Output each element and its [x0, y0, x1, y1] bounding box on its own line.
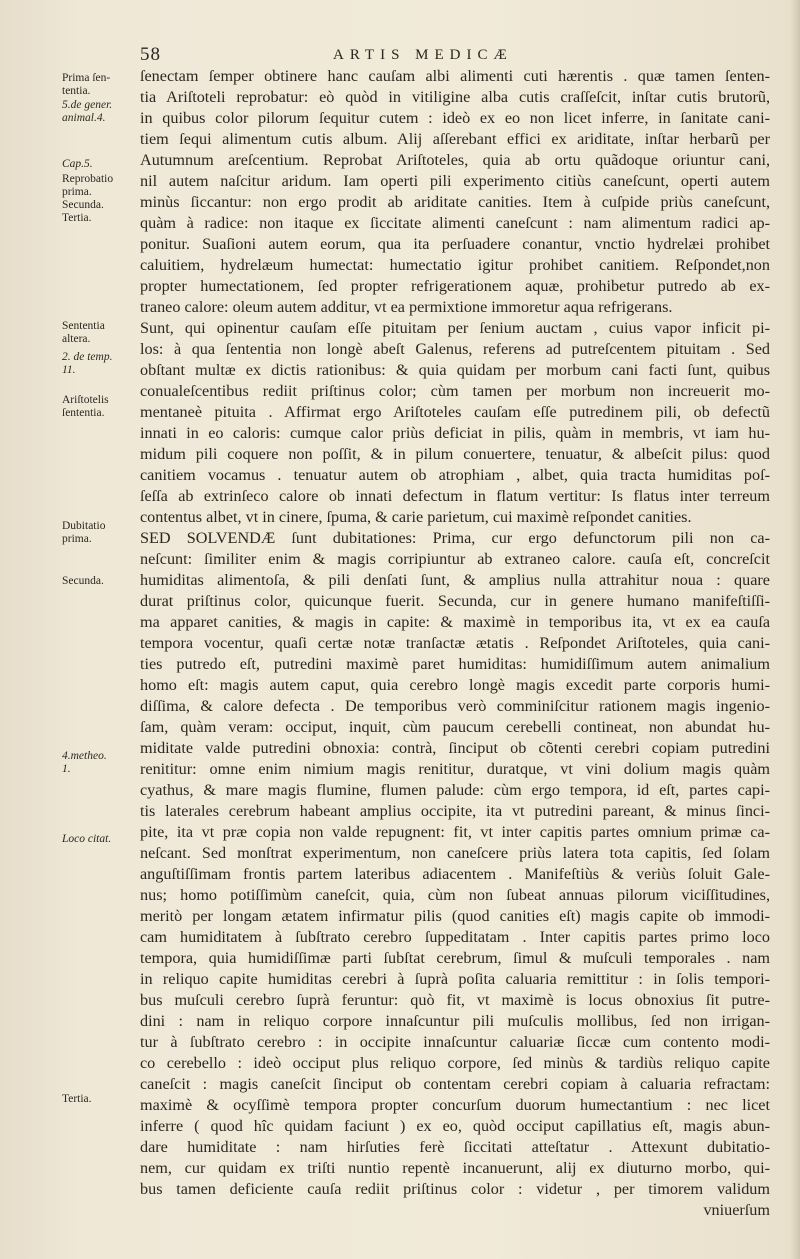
text-line: ties putredo eſt, putredini maximè paret humiditas: humidiſſimum autem animalium	[140, 655, 770, 673]
page-gutter-shadow	[790, 0, 800, 1259]
text-line: anguſtiſſimam frontis partem lateribus adiacentem . Manifeſtiùs & veriùs ſoluit Gale-	[140, 865, 770, 883]
text-line: maximè & ocyſſimè tempora propter concurſum duorum humectantium : nec licet	[140, 1096, 770, 1114]
text-line: SED SOLVENDÆ ſunt dubitationes: Prima, cur ergo defunctorum pili non ca-	[140, 529, 770, 547]
text-line: obſtant multæ ex dictis rationibus: & quia quidam per morbum cani facti ſunt, quibus	[140, 361, 770, 379]
text-line: meritò per longam ætatem infirmatur pilis (quod canities eſt) magis capite ob immodi-	[140, 907, 770, 925]
text-line: bus tamen deficiente cauſa rediit priſtinus color : videtur , per timorem validum	[140, 1180, 770, 1198]
text-line: midum pili coquere non poſſit, & in pilum conuertere, tenuatur, & albeſcit pilus: quod	[140, 445, 770, 463]
text-line: humiditas alimentoſa, & pili denſati ſunt, & amplius nulla attrahitur noua : quare	[140, 571, 770, 589]
text-line: inferre ( quod hîc quidam faciunt ) ex eo, quòd occiput capillatius eſt, magis abun-	[140, 1117, 770, 1135]
text-line: innati in eo caloris: cumque calor priùs deficiat in pilis, quàm in membris, vt iam hu-	[140, 424, 770, 442]
text-line: in quibus color pilorum ſequitur cutem : ideò ex eo non licet inferre, in ſanitate cani-	[140, 109, 770, 127]
text-line: traneo calore: oleum autem additur, vt ea permixtione immoretur aqua refrigerans.	[140, 298, 673, 316]
text-line: in reliquo capite humiditas cerebri à ſuprà poſita caluaria remittitur : in ſolis tempori-	[140, 970, 770, 988]
margin-note: Cap.5.	[62, 158, 93, 170]
text-line: canitiem vocamus . tenuatur autem ob atrophiam , albet, quia tracta humiditas poſ-	[140, 466, 770, 484]
margin-note: 2. de temp. 11.	[62, 351, 113, 376]
margin-notes-column	[62, 0, 138, 1259]
text-line: los: à qua ſententia non longè abeſt Galenus, referens ad putreſcentem pituitam . Sed	[140, 340, 770, 358]
text-line: ſeſſa ab extrinſeco calore ob innati defectum in flatum vertitur: Is flatus inter terreum	[140, 487, 770, 505]
text-line: durat priſtinus color, quicunque fuerit. Secunda, cur in genere humano manifeſtiſſi-	[140, 592, 770, 610]
text-line: tiem ſequi alimentum cutis album. Alij aſſerebant effici ex ariditate, inſtar herbarũ per	[140, 130, 770, 148]
text-line: bus muſculi cerebro ſuprà feruntur: quò fit, vt maximè is locus obnoxius ſit putre-	[140, 991, 770, 1009]
text-line: neſcunt: ſimiliter enim & magis corripiuntur ab extraneo calore. cauſa eſt, concreſcit	[140, 550, 770, 568]
body-text	[140, 66, 770, 1221]
text-line: cyathus, & mare magis flumine, flumen palude: cùm ergo tempora, id eſt, partes capi-	[140, 781, 770, 799]
text-line: homo eſt: magis autem caput, quia cerebro longè magis excedit parte corporis humi-	[140, 676, 770, 694]
text-line: tur à ſubſtrato cerebro : in occipite innaſcuntur caluariæ ſiccæ cum contento modi-	[140, 1033, 770, 1051]
text-line: contentus albet, vt in cinere, ſpuma, & carie parietum, cui maximè reſpondet canities.	[140, 508, 692, 526]
margin-note: Ariſtotelis ſententia.	[62, 394, 109, 419]
text-line: mentaneè pituita . Affirmat ergo Ariſtoteles cauſam eſſe putredinem pili, ob defectũ	[140, 403, 770, 421]
text-line: ponitur. Suaſioni autem eorum, qua ita perſuadere conantur, vnctio hydrelæi prohibet	[140, 235, 770, 253]
margin-note: Prima ſen- tentia.	[62, 72, 111, 97]
text-line: tis laterales cerebrum habeant amplius occipite, ita vt putredini pareant, & minus ſinci-	[140, 802, 770, 820]
text-line: vniuerſum	[703, 1201, 770, 1219]
margin-note: Reprobatio prima. Secunda. Tertia.	[62, 173, 114, 224]
margin-note: 4.metheo. 1.	[62, 750, 107, 775]
margin-note: Sententia altera.	[62, 320, 105, 345]
text-line: diſſima, & calore defecta . De temporibus verò comminiſcitur rationem magis ingenio-	[140, 697, 770, 715]
text-line: co cerebello : ideò occiput plus reliquo corpore, ſed minùs & tardiùs reliquo capite	[140, 1054, 770, 1072]
text-line: caluitiem, hydrelæum humectat: humectatio igitur prohibet canitiem. Reſpondet,non	[140, 256, 770, 274]
margin-note: Tertia.	[62, 1093, 92, 1105]
text-line: miditate valde putredini obnoxia: contrà, ſinciput ob cõtenti cerebri copiam putredini	[140, 739, 770, 757]
text-line: ma apparet canities, & magis in capite: & maximè in temporibus ita, vt ex ea cauſa	[140, 613, 770, 631]
text-line: dini : nam in reliquo corpore innaſcuntur pili muſculis mollibus, ſed non irrigan-	[140, 1012, 770, 1030]
margin-note: Secunda.	[62, 575, 104, 587]
text-line: ſenectam ſemper obtinere hanc cauſam albi alimenti cuti hærentis . quæ tamen ſenten-	[140, 67, 770, 85]
text-line: tia Ariſtoteli reprobatur: eò quòd in vitiligine alba cutis craſſeſcit, inſtar cutis brutorũ,	[140, 88, 770, 106]
text-line: nem, cur quidam ex triſti nuntio repentè incanuerunt, alij ex diuturno morbo, qui-	[140, 1159, 770, 1177]
text-line: nus; homo potiſſimùm caneſcit, quia, cùm non ſubeat annuas pilorum viciſſitudines,	[140, 886, 770, 904]
text-line: tempora, quia humidiſſimæ parti ſubſtat cerebrum, ſimul & muſculi temporales . nam	[140, 949, 770, 967]
text-line: Sunt, qui opinentur cauſam eſſe pituitam per ſenium auctam , cuius vapor inficit pi-	[140, 319, 770, 337]
margin-note: 5.de gener. animal.4.	[62, 99, 113, 124]
page-number: 58	[140, 44, 161, 65]
text-line: dare humiditate : nam hirſuties ferè ſiccitati atteſtatur . Attexunt dubitatio-	[140, 1138, 770, 1156]
text-line: pite, ita vt præ copia non valde repugnent: fit, vt inter capitis partes omnium primæ ca-	[140, 823, 770, 841]
text-line: propter humectationem, ſed propter refrigerationem aquæ, prohibetur putredo ab ex-	[140, 277, 770, 295]
text-line: nil autem naſcitur aridum. Iam operti pili experimento citiùs caneſcunt, operti autem	[140, 172, 770, 190]
text-line: cam humiditatem à ſubſtrato cerebro ſuppeditatam . Inter capitis partes primo loco	[140, 928, 770, 946]
text-line: Autumnum areſcentium. Reprobat Ariſtoteles, quia ab ortu quãdoque oriuntur cani,	[140, 151, 770, 169]
text-line: minùs ſiccantur: non ergo prodit ab ariditate canities. Item à cuſpide priùs caneſcunt,	[140, 193, 770, 211]
running-head: ARTIS MEDICÆ	[333, 47, 513, 63]
text-line: conualeſcentibus rediit priſtinus color; cùm tamen per morbum non increuerit mo-	[140, 382, 770, 400]
text-line: quàm à radice: non itaque ex ſiccitate alimenti caneſcunt : nam alimentum radici ap-	[140, 214, 770, 232]
text-line: tempora vocentur, quaſi certæ notæ tranſactæ ætatis . Reſpondet Ariſtoteles, quia cani-	[140, 634, 770, 652]
text-line: caneſcit : magis caneſcit ſinciput ob contentam cerebri copiam à caluaria refractam:	[140, 1075, 770, 1093]
text-line: renititur: omne enim nimium magis renititur, duratque, vt vini dolium magis quàm	[140, 760, 770, 778]
text-line: ſam, quàm veram: occiput, inquit, cùm paucum cerebelli contineat, non abundat hu-	[140, 718, 770, 736]
margin-note: Dubitatio prima.	[62, 520, 106, 545]
margin-note: Loco citat.	[62, 833, 112, 845]
text-line: neſcant. Sed monſtrat experimentum, non caneſcere priùs latera tota capitis, ſed ſolam	[140, 844, 770, 862]
